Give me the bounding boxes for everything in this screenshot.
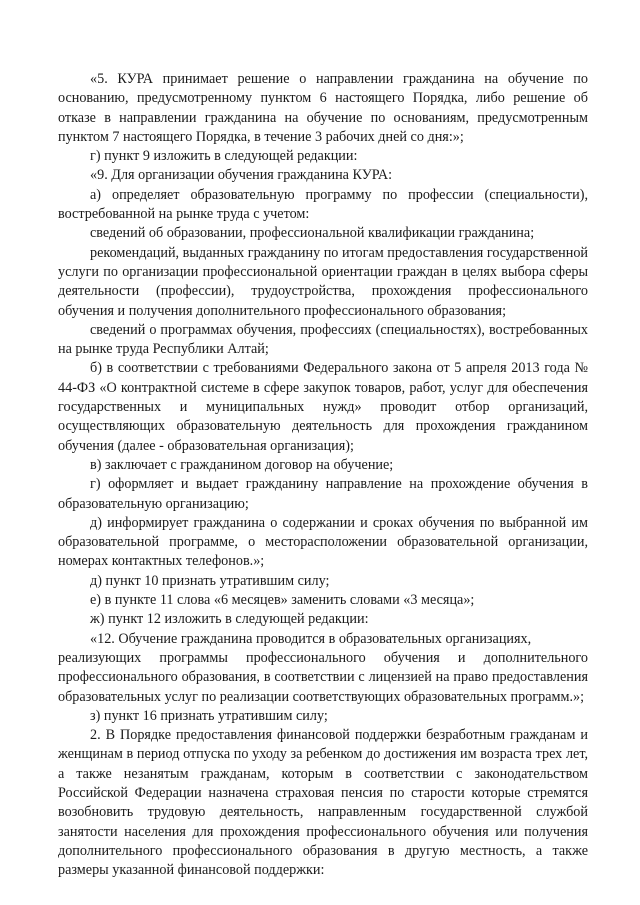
paragraph: в) заключает с гражданином договор на обучение; (90, 456, 394, 473)
paragraph: сведений об образовании, профессиональной квалификации гражданина; (90, 225, 535, 242)
paragraph: е) в пункте 11 слова «6 месяцев» заменить словами «3 месяца»; (90, 592, 475, 609)
paragraph: сведений о программах обучения, профессиях (специальностях), востребованных на рынке труда Республики Алтай; (58, 321, 588, 358)
paragraph: д) информирует гражданина о содержании и сроках обучения по выбранной им образовательной программе, о месторасположении образовательной организации, номерах контактных телефонов.»; (58, 514, 588, 570)
paragraph: б) в соответствии с требованиями Федерального закона от 5 апреля 2013 года № 44-ФЗ «О контрактной системе в сфере закупок товаров, работ, услуг для обеспечения государственных и муниципальных нужд» проводит отбор организаций, осуществляющих образовательную деятельность для прохождения гражданином обучения (далее - образовательная организация); (58, 360, 588, 454)
paragraph: рекомендаций, выданных гражданину по итогам предоставления государственной услуги по организации профессиональной ориентации граждан в целях выбора сферы деятельности (профессии), трудоустройства, прохождения профессионального обучения и получения дополнительного профессионального образования; (58, 244, 588, 319)
paragraph: д) пункт 10 признать утратившим силу; (90, 572, 330, 589)
paragraph: г) пункт 9 изложить в следующей редакции: (90, 148, 358, 165)
paragraph: г) оформляет и выдает гражданину направление на прохождение обучения в образовательную организацию; (58, 476, 588, 512)
paragraph: «12. Обучение гражданина проводится в образовательных организациях, (90, 630, 532, 647)
paragraph: а) определяет образовательную программу по профессии (специальности), востребованной на рынке труда с учетом: (58, 186, 588, 223)
paragraph: 2. В Порядке предоставления финансовой поддержки безработным гражданам и женщинам в период отпуска по уходу за ребенком до достижения им возраста трех лет, а также незанятым гражданам, которым в соответствии с законодательством Российской Федерации назначена страховая пенсия по старости которые стремятся возобновить трудовую деятельность, направленным государственной службой занятости населения для прохождения профессионального обучения или получения дополнительного профессионального образования в другую местность, а также размеры указанной финансовой поддержки: (58, 727, 588, 879)
paragraph: реализующих программы профессионального обучения и дополнительного профессионального образования, в соответствии с лицензией на право предоставления образовательных услуг по реализации соответствующих образовательных программ.»; (58, 649, 588, 705)
paragraph: ж) пункт 12 изложить в следующей редакции: (90, 611, 369, 628)
paragraph: «5. КУРА принимает решение о направлении гражданина на обучение по основанию, предусмотренному пунктом 6 настоящего Порядка, либо решение об отказе в направлении гражданина на обучение по основаниям, предусмотренным пунктом 7 настоящего Порядка, в течение 3 рабочих дней со дня:»; (58, 71, 588, 145)
paragraph: «9. Для организации обучения гражданина КУРА: (90, 167, 393, 184)
paragraph: з) пункт 16 признать утратившим силу; (90, 707, 328, 724)
